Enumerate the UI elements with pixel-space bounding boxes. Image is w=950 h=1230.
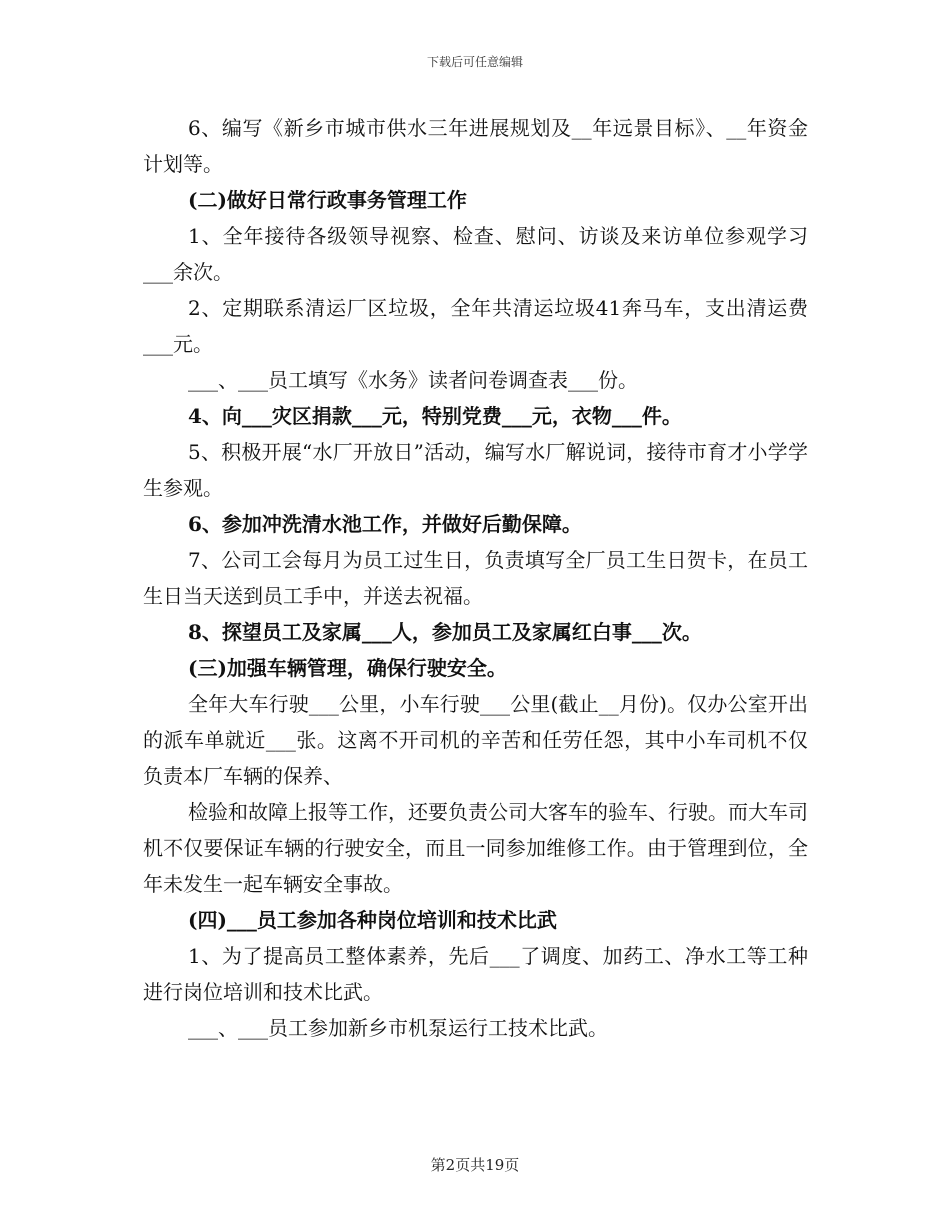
section-heading-4: (四)___员工参加各种岗位培训和技术比武 <box>188 908 557 932</box>
paragraph-10: 8、探望员工及家属___人，参加员工及家属红白事___次。 <box>188 620 702 644</box>
paragraph-5: ___、___员工填写《水务》读者问卷调查表___份。 <box>188 368 638 392</box>
paragraph-7: 5、积极开展“水厂开放日”活动，编写水厂解说词，接待市育才小学学生参观。 <box>143 440 808 500</box>
paragraph-12: 全年大车行驶___公里，小车行驶___公里(截止__月份)。仅办公室开出的派车单就近___张。这离不开司机的辛苦和任劳任怨，其中小车司机不仅负责本厂车辆的保养、 <box>143 692 808 788</box>
paragraph-16: ___、___员工参加新乡市机泵运行工技术比武。 <box>188 1016 608 1040</box>
paragraph-9: 7、公司工会每月为员工过生日，负责填写全厂员工生日贺卡，在员工生日当天送到员工手中，并送去祝福。 <box>143 548 808 608</box>
paragraph-4: 2、定期联系清运厂区垃圾，全年共清运垃圾41奔马车，支出清运费___元。 <box>143 296 808 356</box>
document-body <box>143 110 808 1046</box>
paragraph-1: 6、编写《新乡市城市供水三年进展规划及__年远景目标》、__年资金计划等。 <box>143 116 808 176</box>
paragraph-15: 1、为了提高员工整体素养，先后___了调度、加药工、净水工等工种进行岗位培训和技术比武。 <box>143 944 808 1004</box>
paragraph-8: 6、参加冲洗清水池工作，并做好后勤保障。 <box>188 512 582 536</box>
paragraph-3: 1、全年接待各级领导视察、检查、慰问、访谈及来访单位参观学习___余次。 <box>143 224 808 284</box>
paragraph-13: 检验和故障上报等工作，还要负责公司大客车的验车、行驶。而大车司机不仅要保证车辆的行驶安全，而且一同参加维修工作。由于管理到位，全年未发生一起车辆安全事故。 <box>143 800 808 896</box>
page-footer: 第2页共19页 <box>430 1156 520 1174</box>
page-header: 下载后可任意编辑 <box>426 55 523 69</box>
section-heading-3: (三)加强车辆管理，确保行驶安全。 <box>188 656 507 680</box>
section-heading-2: (二)做好日常行政事务管理工作 <box>188 188 467 212</box>
paragraph-6: 4、向___灾区捐款___元，特别党费___元，衣物___件。 <box>188 404 682 428</box>
